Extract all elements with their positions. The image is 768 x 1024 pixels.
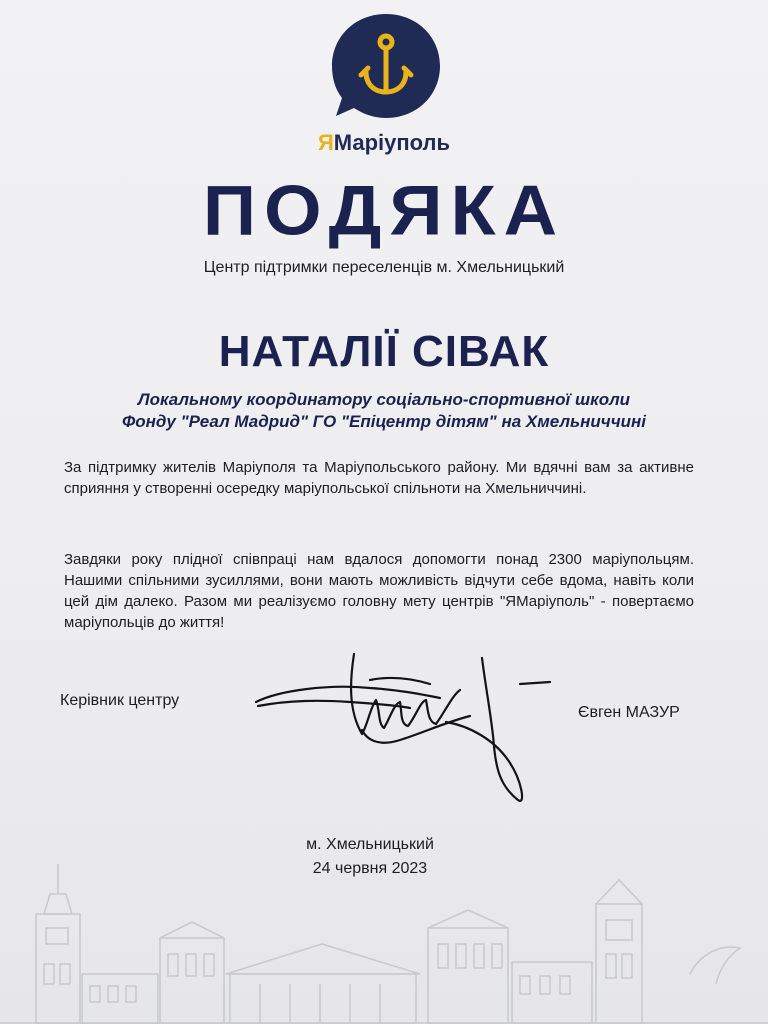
logo-city: Маріуполь (333, 130, 451, 155)
handwritten-signature (250, 650, 580, 810)
logo-wordmark (0, 130, 768, 156)
logo-prefix: Я (317, 130, 334, 155)
role-line-1: Локальному координатору соціально-спортивної школи (137, 390, 631, 409)
place: м. Хмельницький (306, 836, 434, 853)
issuer-line: Центр підтримки переселенців м. Хмельницький (203, 259, 565, 276)
signer-name: Євген МАЗУР (578, 704, 680, 721)
role-line-2: Фонду "Реал Мадрид" ГО "Епіцентр дітям" на Хмельниччині (121, 412, 646, 431)
paragraph-gratitude: За підтримку жителів Маріуполя та Маріупольського району. Ми вдячні вам за активне сприяння у створенні осередку маріупольської спільноти на Хмельниччині. (64, 459, 694, 497)
recipient-role (40, 389, 728, 433)
page-title: ПОДЯКА (202, 171, 566, 250)
paragraph-achievements: Завдяки року плідної співпраці нам вдалося допомогти понад 2300 маріупольцям. Нашими спільними зусиллями, вони мають можливість відчути себе вдома, навіть коли цей дім далеко. Разом ми реалізуємо головну мету центрів "ЯМаріуполь" - повертаємо маріупольців до життя! (64, 551, 694, 631)
logo-bubble (330, 12, 442, 120)
signer-title: Керівник центру (60, 692, 180, 709)
recipient-name: НАТАЛІЇ СІВАК (218, 327, 550, 376)
city-skyline-illustration (0, 844, 768, 1024)
date: 24 червня 2023 (312, 860, 428, 877)
